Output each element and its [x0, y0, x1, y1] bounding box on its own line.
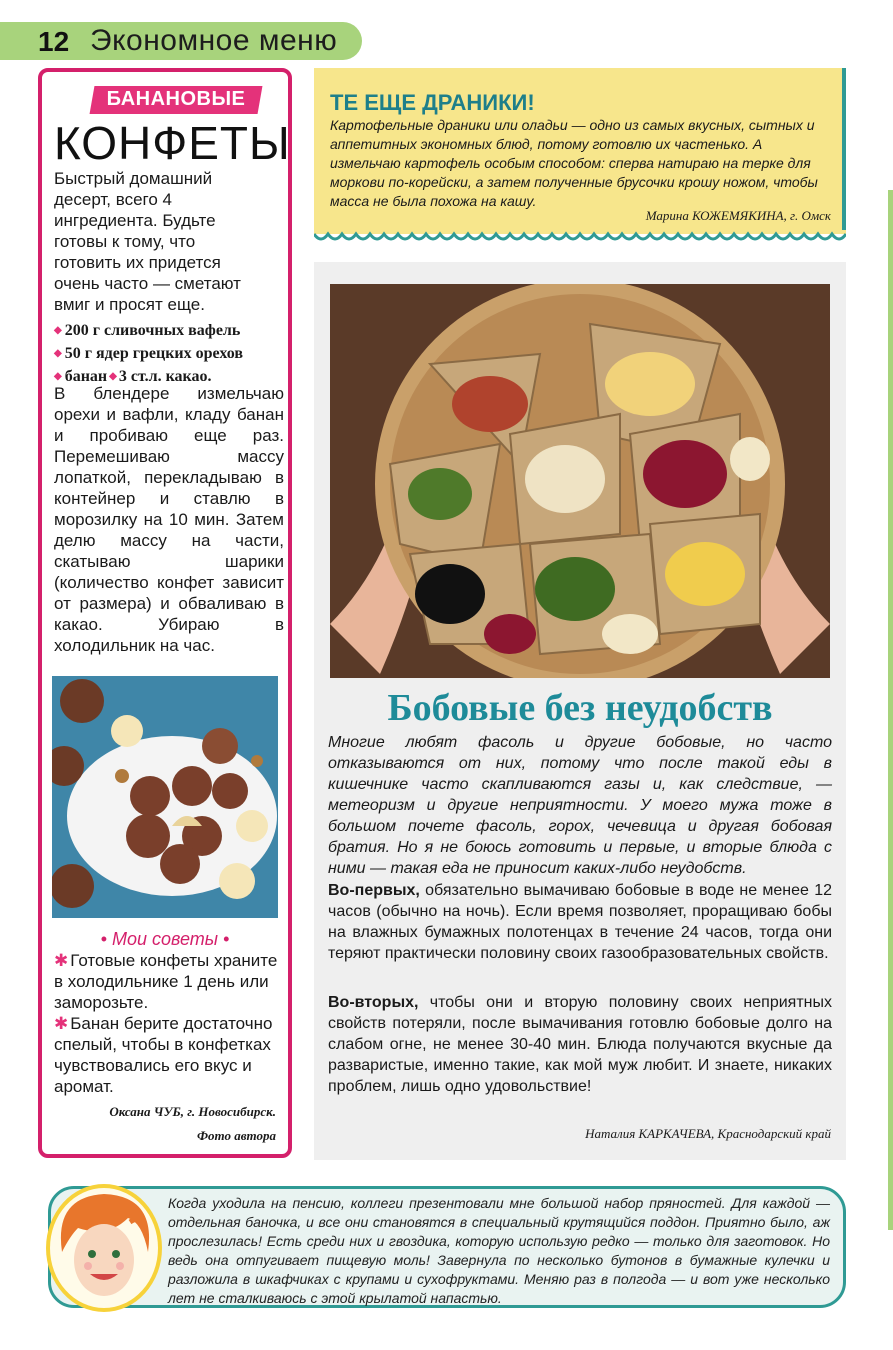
spices-note-text: Когда уходила на пенсию, коллеги презентовали мне большой набор пряностей. Для каждой — отдельная баночка, и все они становятся в специальный крутящийся поддон. Приятно было, аж прослезилась! Есть среди них и гвоздика, которую использую редко — только для заготовок. Но ведь она отпугивает пищевую моль! Завернула по несколько бутонов в бумажные кулечки и разложила в шкафчиках с крупами и сухофруктами. Меняю раз в полгода — и вот уже несколько лет не сталкиваюсь с этой крылатой напастью. [168, 1195, 830, 1306]
tip-item: ✱ Банан берите достаточно спелый, чтобы в конфетках чувствовались его вкус и аромат. [54, 1013, 286, 1097]
edge-stripe [888, 190, 893, 1230]
beans-intro: Многие любят фасоль и другие бобовые, но часто отказываются от них, потому что после такой еды в кишечнике часто скапливаются газы и, как следствие, — метеоризм и другие неприятности. У моего мужа тоже в большом почете фасоль, горох, чечевица и другая бобовая братия. Но я не боюсь готовить и первые, и вторые блюда с ними — такая еда не приносит каких-либо неудобств. [328, 734, 832, 877]
ingredient-item: ◆ 50 г ядер грецких орехов [54, 343, 286, 366]
banner-label: БАНАНОВЫЕ [106, 88, 246, 110]
paragraph-lead: Во-первых, [328, 882, 420, 899]
beans-paragraph-first [328, 880, 832, 964]
tips-heading: • Мои советы • [100, 929, 230, 949]
beans-title: Бобовые без неудобств [387, 687, 773, 729]
paragraph-text: чтобы они и вторую половину своих неприятных свойств потеряли, после вымачивания готовлю бобовые долго на слабом огне, не менее 30-40 мин. Блюда получаются вкусные да разваристые, именно такие, как мой муж любит. И знаете, никаких проблем, лишь одно удовольствие! [328, 994, 832, 1095]
page-number: 12 [38, 26, 70, 57]
tips-list [54, 950, 286, 1097]
recipe-title: КОНФЕТЫ [54, 117, 291, 169]
candy-illustration [52, 676, 278, 918]
recipe-intro: Быстрый домашний десерт, всего 4 ингредиента. Будьте готовы к тому, что готовить их придется очень часто — сметают вмиг и просят еще. [54, 169, 241, 314]
draniki-title: ТЕ ЕЩЕ ДРАНИКИ! [330, 90, 535, 115]
draniki-author: Марина КОЖЕМЯКИНА, г. Омск [645, 208, 831, 223]
paragraph-text: обязательно вымачиваю бобовые в воде не менее 12 часов (обычно на ночь). Если время позволяет, проращиваю бобы на влажных бумажных полотенцах в течение 24 часов, тогда они теряют практически половину своих газообразовательных свойств. [328, 882, 832, 962]
banana-candy-photo [52, 676, 278, 918]
beans-paragraph-second [328, 992, 832, 1097]
banana-candy-card [38, 68, 292, 1158]
beans-author: Наталия КАРКАЧЕВА, Краснодарский край [585, 1126, 831, 1141]
ingredient-item: ◆ 200 г сливочных вафель [54, 320, 286, 343]
ingredient-list [54, 320, 286, 389]
diamond-bullet-icon: ◆ [109, 371, 117, 382]
draniki-text: Картофельные драники или оладьи — одно из самых вкусных, сытных и аппетитных экономных блюд, потому готовлю их частенько. А измельчаю картофель особым способом: сперва натираю на терке для моркови по-корейски, а затем полученные брусочки крошу ножом, чтобы масса не была похожа на кашу. [330, 117, 818, 209]
photo-credit: Фото автора [197, 1128, 276, 1143]
author-avatar [44, 1182, 164, 1314]
paragraph-lead: Во-вторых, [328, 994, 419, 1011]
ingredient-banana: банан [64, 368, 108, 385]
cartoon-face-icon [44, 1182, 164, 1314]
beans-illustration [330, 284, 830, 678]
beans-photo [330, 284, 830, 678]
scallop-border [314, 230, 846, 244]
recipe-steps: В блендере измельчаю орехи и вафли, кладу банан и пробиваю еще раз. Перемешиваю массу лопаткой, перекладываю в контейнер и ставлю в морозилку на 10 мин. Затем делю массу на части, скатываю шарики (количество конфет зависит от размера) и обваливаю в какао. Убираю в холодильник на час. [54, 384, 284, 655]
recipe-author: Оксана ЧУБ, г. Новосибирск. [109, 1104, 276, 1119]
section-title: Экономное меню [90, 24, 338, 57]
ingredient-cocoa: 3 ст.л. какао. [118, 368, 212, 385]
tip-item: ✱ Готовые конфеты храните в холодильнике 1 день или заморозьте. [54, 950, 286, 1013]
